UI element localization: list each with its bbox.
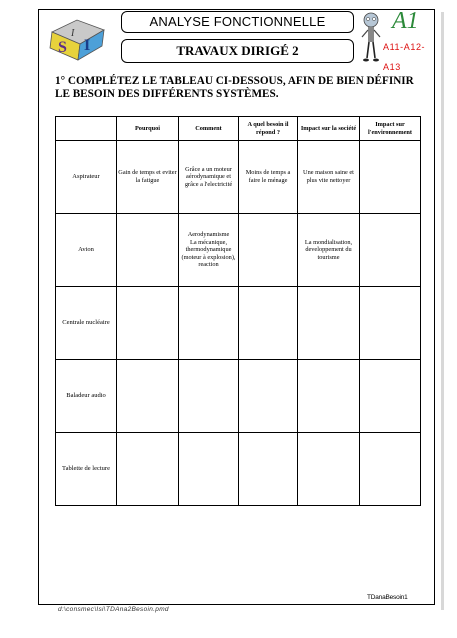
level-code: A1	[392, 8, 419, 34]
svg-text:I: I	[84, 37, 91, 54]
page-shadow	[441, 12, 444, 610]
table-cell[interactable]	[179, 433, 239, 506]
table-cell[interactable]	[360, 214, 421, 287]
table-cell[interactable]: Moins de temps a faire le ménage	[239, 141, 298, 214]
table-row	[56, 214, 421, 287]
table-cell[interactable]	[117, 433, 179, 506]
table-cell[interactable]	[298, 287, 360, 360]
table-row	[56, 360, 421, 433]
table-cell[interactable]	[239, 287, 298, 360]
header-cell-empty	[56, 117, 117, 141]
level-subcodes: A11-A12-A13	[383, 42, 426, 72]
table-cell[interactable]	[179, 360, 239, 433]
table-cell[interactable]	[239, 360, 298, 433]
header-cell-comment: Comment	[179, 117, 239, 141]
table-cell[interactable]	[239, 214, 298, 287]
instruction-text: 1° COMPLÉTEZ LE TABLEAU CI-DESSOUS, AFIN DE BIEN DÉFINIR LE BESOIN DES DIFFÉRENTS SYSTÈMES.	[55, 75, 414, 100]
header-cell-besoin: A quel besoin il répond ?	[239, 117, 298, 141]
table-cell[interactable]	[360, 433, 421, 506]
page-title: ANALYSE FONCTIONNELLE	[121, 11, 354, 33]
table-cell[interactable]	[360, 360, 421, 433]
svg-text:I: I	[71, 28, 75, 39]
table-cell[interactable]	[298, 433, 360, 506]
row-label: Avion	[56, 214, 117, 287]
mascot-icon	[359, 11, 383, 63]
footer-file-path: d:\consmec\Isi\TDAna2Besoin.pmd	[58, 606, 169, 613]
svg-text:S: S	[58, 39, 67, 56]
logo-cube-icon	[44, 14, 110, 62]
header-cell-environnement: Impact sur l'environnement	[360, 117, 421, 141]
table-cell[interactable]	[117, 360, 179, 433]
table-row	[56, 287, 421, 360]
table-header-row	[56, 117, 421, 141]
header-cell-societe: Impact sur la société	[298, 117, 360, 141]
table-cell[interactable]: Gain de temps et eviter la fatigue	[117, 141, 179, 214]
table-cell[interactable]	[298, 360, 360, 433]
table-cell[interactable]: Aerodynamisme La mécanique, thermodynamique (moteur à explosion), reaction	[179, 214, 239, 287]
needs-table	[55, 116, 421, 506]
table-row	[56, 141, 421, 214]
table-cell[interactable]	[179, 287, 239, 360]
row-label: Tablette de lecture	[56, 433, 117, 506]
si-logo	[44, 14, 110, 62]
row-label: Baladeur audio	[56, 360, 117, 433]
page-subtitle: TRAVAUX DIRIGÉ 2	[121, 39, 354, 63]
row-label: Aspirateur	[56, 141, 117, 214]
table-row	[56, 433, 421, 506]
table-cell[interactable]	[117, 214, 179, 287]
table-cell[interactable]: La mondialisation, developpement du tourisme	[298, 214, 360, 287]
table-cell[interactable]	[360, 141, 421, 214]
row-label: Centrale nucléaire	[56, 287, 117, 360]
table-cell[interactable]	[360, 287, 421, 360]
table-cell[interactable]: Grâce a un moteur aérodynamique et grâce a l'electricité	[179, 141, 239, 214]
table-cell[interactable]: Une maison saine et plus vite nettoyer	[298, 141, 360, 214]
table-cell[interactable]	[117, 287, 179, 360]
header-cell-pourquoi: Pourquoi	[117, 117, 179, 141]
table-cell[interactable]	[239, 433, 298, 506]
footer-doc-id: TDanaBesoin1	[367, 594, 408, 601]
